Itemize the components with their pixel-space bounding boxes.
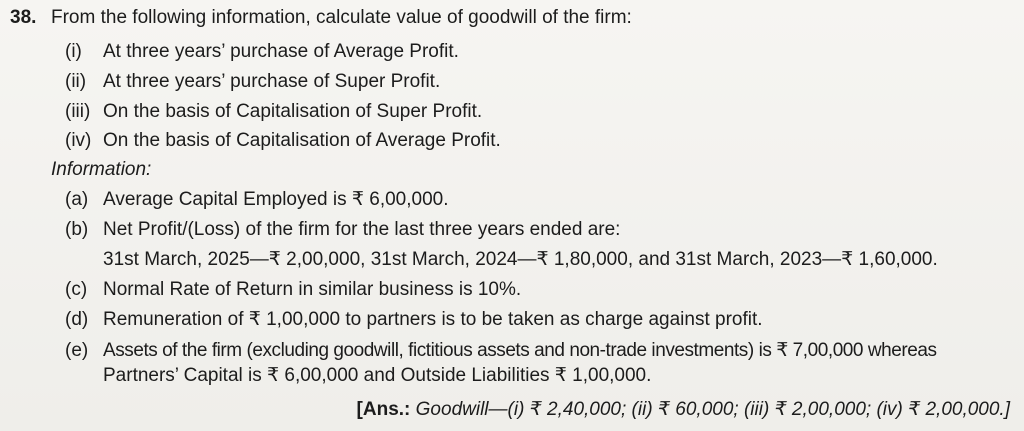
information-label: Information:	[51, 159, 152, 180]
method-number: (ii)	[65, 71, 87, 92]
question-number: 38.	[10, 7, 37, 28]
method-text: At three years’ purchase of Super Profit.	[103, 71, 441, 92]
info-text-continued: Partners’ Capital is ₹ 6,00,000 and Outside Liabilities ₹ 1,00,000.	[103, 365, 652, 386]
answer-text: Goodwill—(i) ₹ 2,40,000; (ii) ₹ 60,000; (iii) ₹ 2,00,000; (iv) ₹ 2,00,000.]	[415, 399, 1010, 420]
method-number: (iii)	[65, 101, 91, 122]
method-text: On the basis of Capitalisation of Super Profit.	[103, 101, 483, 122]
info-letter: (d)	[65, 309, 89, 330]
info-text: Remuneration of ₹ 1,00,000 to partners is to be taken as charge against profit.	[103, 309, 763, 330]
info-letter: (b)	[65, 219, 89, 240]
info-text: Normal Rate of Return in similar business is 10%.	[103, 279, 522, 300]
method-number: (i)	[65, 41, 82, 62]
answer-line	[357, 398, 1010, 422]
info-letter: (a)	[65, 189, 89, 210]
info-letter: (c)	[65, 279, 88, 300]
info-text-continued: 31st March, 2025—₹ 2,00,000, 31st March, 2024—₹ 1,80,000, and 31st March, 2023—₹ 1,60,000.	[103, 249, 938, 270]
method-text: At three years’ purchase of Average Profit.	[103, 41, 459, 62]
method-number: (iv)	[65, 130, 92, 151]
info-text: Assets of the firm (excluding goodwill, fictitious assets and non-trade investments) is ₹ 7,00,000 whereas	[103, 340, 937, 361]
answer-label: [Ans.:	[356, 399, 411, 420]
info-text: Average Capital Employed is ₹ 6,00,000.	[103, 189, 449, 210]
question-text: From the following information, calculate value of goodwill of the firm:	[51, 7, 632, 28]
info-letter: (e)	[65, 340, 89, 361]
info-text: Net Profit/(Loss) of the firm for the last three years ended are:	[103, 219, 621, 240]
method-text: On the basis of Capitalisation of Average Profit.	[103, 130, 501, 151]
